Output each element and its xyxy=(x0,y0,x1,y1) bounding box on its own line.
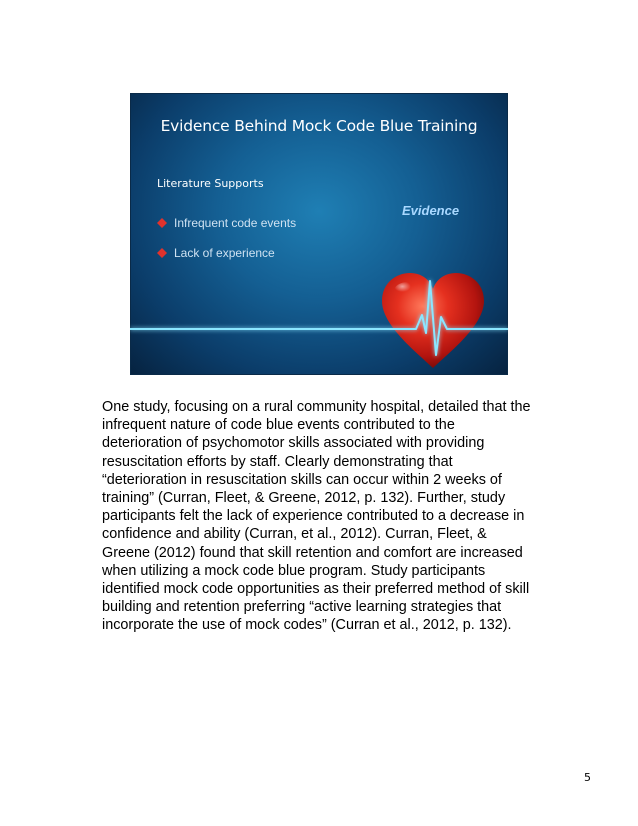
heart-ekg-graphic xyxy=(130,93,508,375)
slide-title: Evidence Behind Mock Code Blue Training xyxy=(160,117,478,135)
bullet-text: Lack of experience xyxy=(174,246,275,260)
bullet-text: Infrequent code events xyxy=(174,216,297,230)
slide-subtitle: Literature Supports xyxy=(157,177,264,190)
page-number: 5 xyxy=(584,771,591,784)
slide-image xyxy=(130,93,508,375)
evidence-label: Evidence xyxy=(402,203,460,218)
body-paragraph: One study, focusing on a rural community hospital, detailed that the infrequent nature of code blue events contributed to the deterioration of psychomotor skills associated with providing resuscitation efforts by staff. Clearly demonstrating that “deterioration in resuscitation skills can occur within 2 weeks of training” (Curran, Fleet, & Greene, 2012, p. 132). Further, study participants felt the lack of experience contributed to a decrease in confidence and ability (Curran, et al., 2012). Curran, Fleet, & Greene (2012) found that skill retention and comfort are increased when utilizing a mock code blue program. Study participants identified mock code opportunities as their preferred method of skill building and retention preferring “active learning strategies that incorporate the use of mock codes” (Curran et al., 2012, p. 132). xyxy=(102,399,531,634)
